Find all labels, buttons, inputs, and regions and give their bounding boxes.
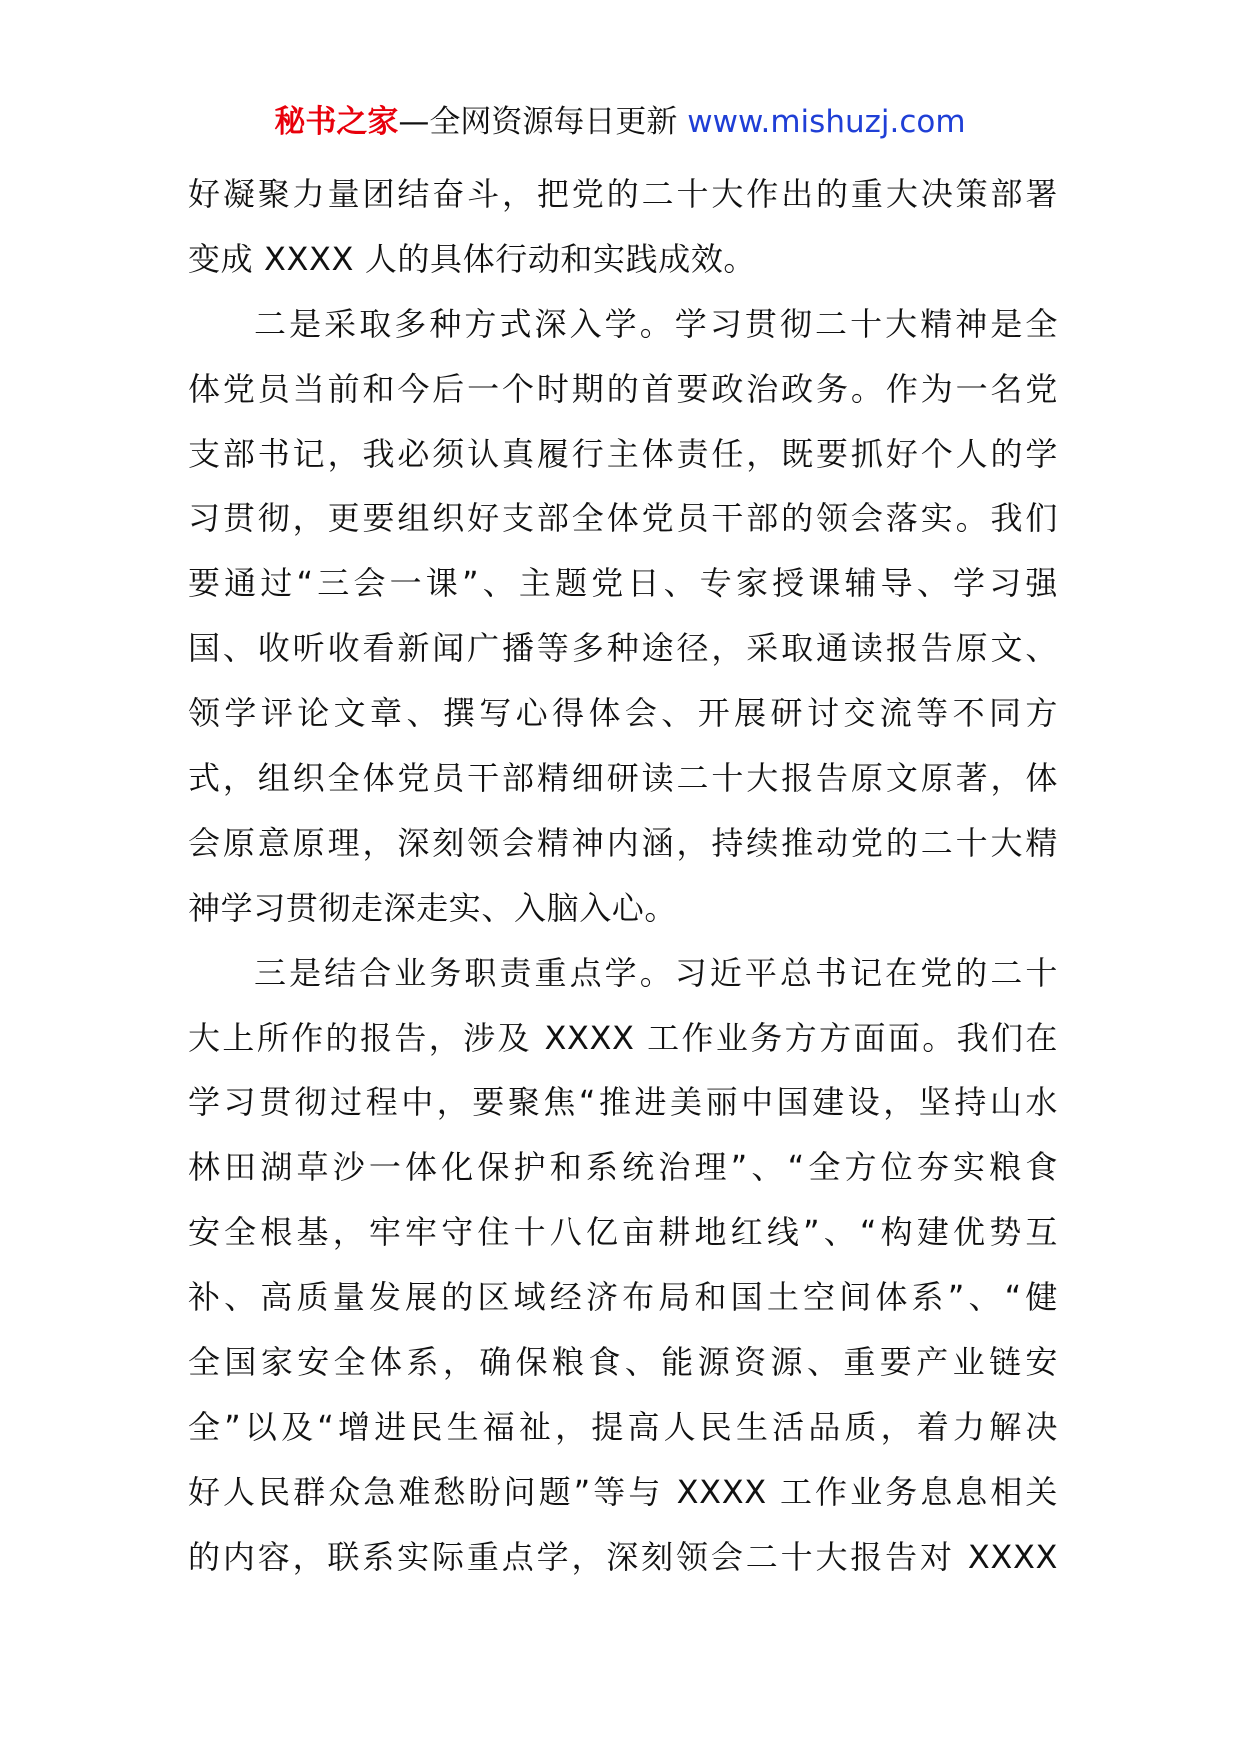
- text-line: 安全根基，牢牢守住十八亿亩耕地红线”、“构建优势互: [188, 1213, 1058, 1252]
- text-line: 要通过“三会一课”、主题党日、专家授课辅导、学习强: [188, 564, 1058, 603]
- text-line: 好凝聚力量团结奋斗，把党的二十大作出的重大决策部署: [188, 175, 1058, 213]
- text-line: 林田湖草沙一体化保护和系统治理”、“全方位夯实粮食: [188, 1148, 1058, 1187]
- text-line: 会原意原理，深刻领会精神内涵，持续推动党的二十大精: [188, 823, 1058, 862]
- text-line: 领学评论文章、撰写心得体会、开展研讨交流等不同方: [188, 694, 1058, 733]
- text-line: 学习贯彻过程中，要聚焦“推进美丽中国建设，坚持山水: [188, 1083, 1058, 1122]
- text-line: 补、高质量发展的区域经济布局和国土空间体系”、“健: [188, 1278, 1058, 1317]
- paragraph-start-line: 二是采取多种方式深入学。学习贯彻二十大精神是全: [254, 304, 1058, 343]
- text-line: 大上所作的报告，涉及 XXXX 工作业务方方面面。我们在: [188, 1018, 1058, 1057]
- text-line: 国、收听收看新闻广播等多种途径，采取通读报告原文、: [188, 629, 1058, 668]
- site-url-link[interactable]: www.mishuzj.com: [687, 104, 966, 140]
- text-line: 全国家安全体系，确保粮食、能源资源、重要产业链安: [188, 1343, 1058, 1382]
- text-line: 体党员当前和今后一个时期的首要政治政务。作为一名党: [188, 369, 1058, 408]
- text-line: 好人民群众急难愁盼问题”等与 XXXX 工作业务息息相关: [188, 1472, 1058, 1511]
- site-header: [0, 102, 1240, 142]
- text-line: 式，组织全体党员干部精细研读二十大报告原文原著，体: [188, 759, 1058, 798]
- text-line: 支部书记，我必须认真履行主体责任，既要抓好个人的学: [188, 434, 1058, 473]
- text-line: 变成 XXXX 人的具体行动和实践成效。: [188, 239, 757, 278]
- text-line: 的内容，联系实际重点学，深刻领会二十大报告对 XXXX: [188, 1537, 1058, 1576]
- document-body: [188, 162, 1058, 1590]
- header-tagline: —全网资源每日更新: [398, 104, 678, 140]
- text-line: 神学习贯彻走深走实、入脑入心。: [188, 888, 678, 927]
- brand-name: 秘书之家: [274, 104, 399, 140]
- text-line: 全”以及“增进民生福祉，提高人民生活品质，着力解决: [188, 1407, 1058, 1446]
- paragraph-start-line: 三是结合业务职责重点学。习近平总书记在党的二十: [254, 953, 1058, 992]
- text-line: 习贯彻，更要组织好支部全体党员干部的领会落实。我们: [188, 499, 1058, 538]
